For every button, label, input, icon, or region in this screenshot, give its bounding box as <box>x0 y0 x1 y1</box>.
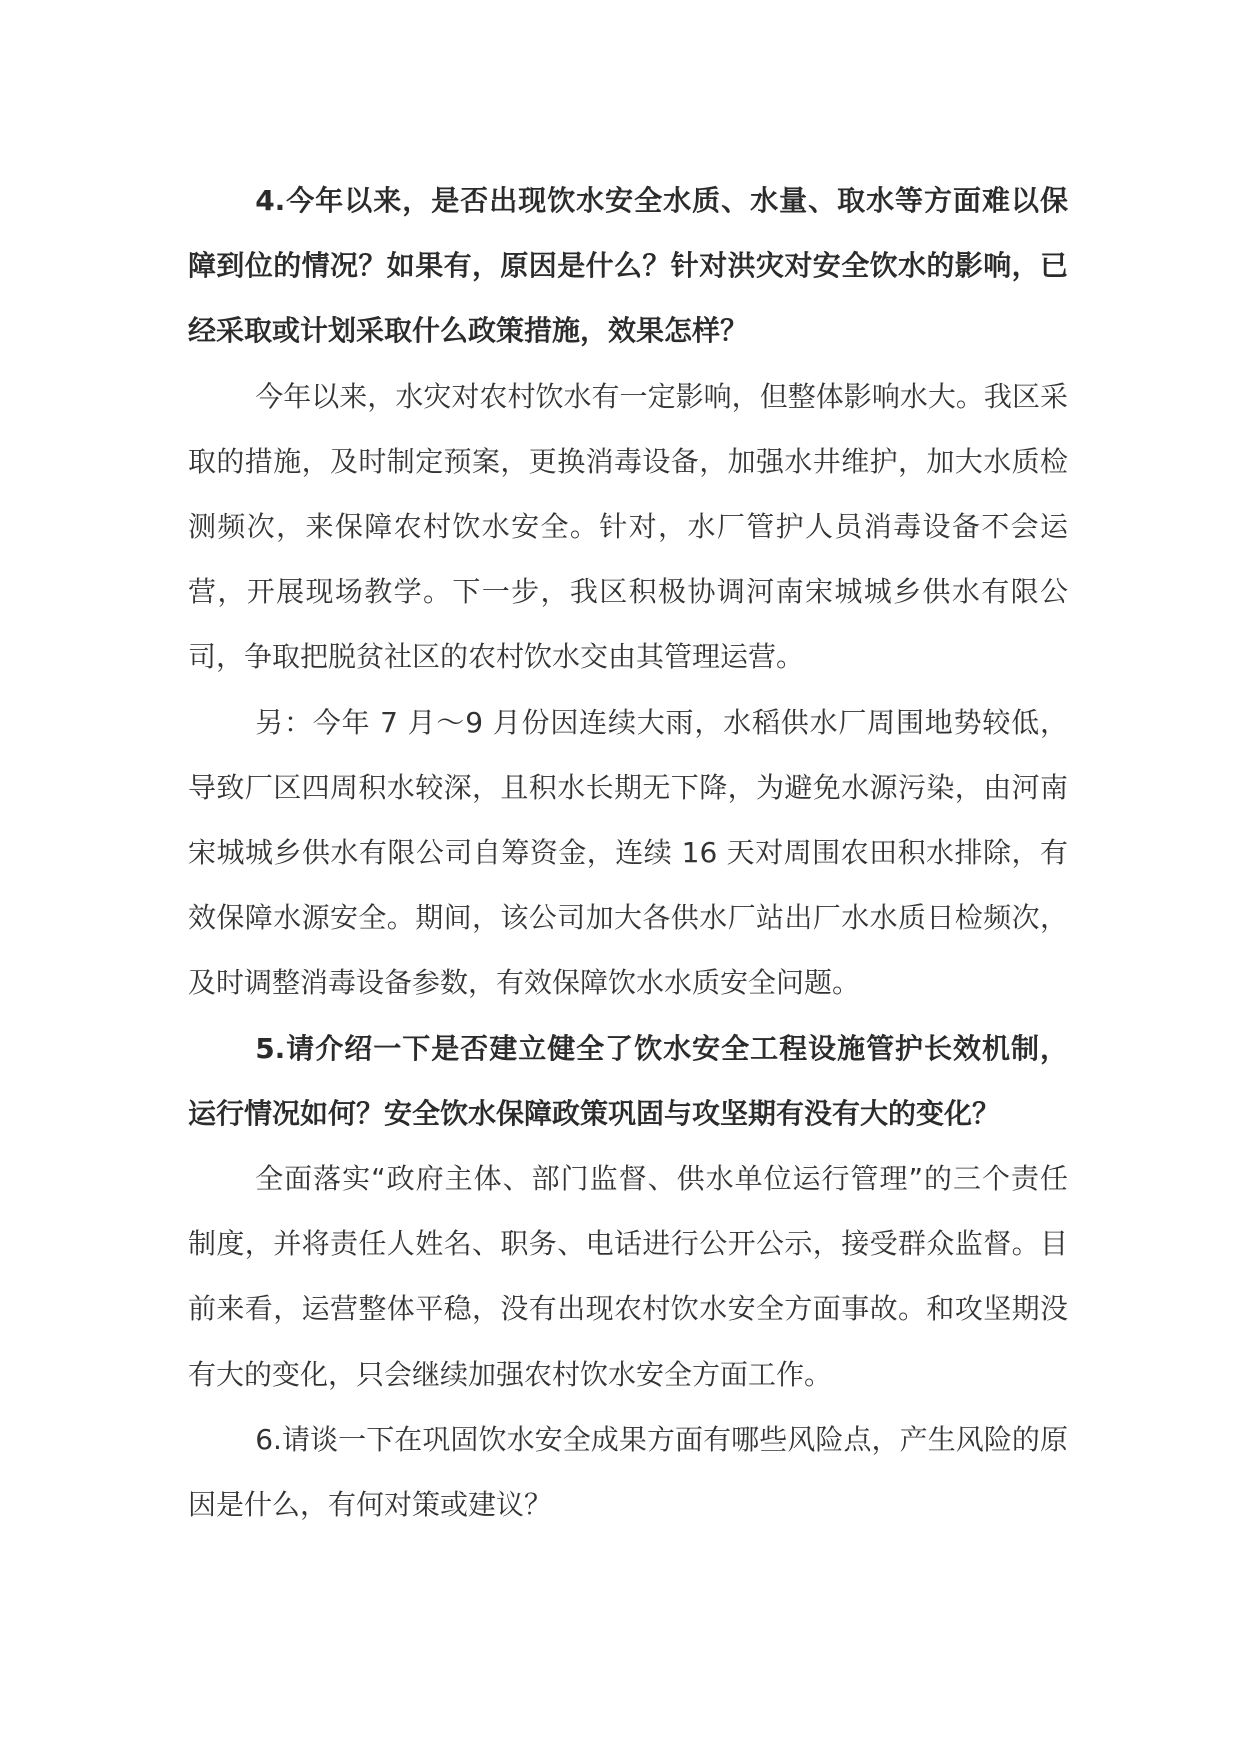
answer-4-paragraph-1: 今年以来，水灾对农村饮水有一定影响，但整体影响水大。我区采取的措施，及时制定预案，更换消毒设备，加强水井维护，加大水质检测频次，来保障农村饮水安全。针对，水厂管护人员消毒设备不会运营，开展现场教学。下一步，我区积极协调河南宋城城乡供水有限公司，争取把脱贫社区的农村饮水交由其管理运营。 <box>188 379 1068 674</box>
answer-4-paragraph-2: 另：今年 7 月～9 月份因连续大雨，水稻供水厂周围地势较低，导致厂区四周积水较深，且积水长期无下降，为避免水源污染，由河南宋城城乡供水有限公司自筹资金，连续 16 天对周围农田积水排除，有效保障水源安全。期间，该公司加大各供水厂站出厂水水质日检频次，及时调整消毒设备参数，有效保障饮水水质安全问题。 <box>188 705 1068 1000</box>
question-4-heading: 4.今年以来，是否出现饮水安全水质、水量、取水等方面难以保障到位的情况？如果有，原因是什么？针对洪灾对安全饮水的影响，已经采取或计划采取什么政策措施，效果怎样？ <box>188 184 1068 348</box>
question-5-heading: 5.请介绍一下是否建立健全了饮水安全工程设施管护长效机制，运行情况如何？安全饮水保障政策巩固与攻坚期有没有大的变化？ <box>188 1031 1068 1130</box>
question-6-heading: 6.请谈一下在巩固饮水安全成果方面有哪些风险点，产生风险的原因是什么，有何对策或建议？ <box>188 1422 1068 1522</box>
document-page <box>188 168 1068 1537</box>
answer-5-paragraph: 全面落实“政府主体、部门监督、供水单位运行管理”的三个责任制度，并将责任人姓名、职务、电话进行公开公示，接受群众监督。目前来看，运营整体平稳，没有出现农村饮水安全方面事故。和攻坚期没有大的变化，只会继续加强农村饮水安全方面工作。 <box>188 1162 1068 1391</box>
